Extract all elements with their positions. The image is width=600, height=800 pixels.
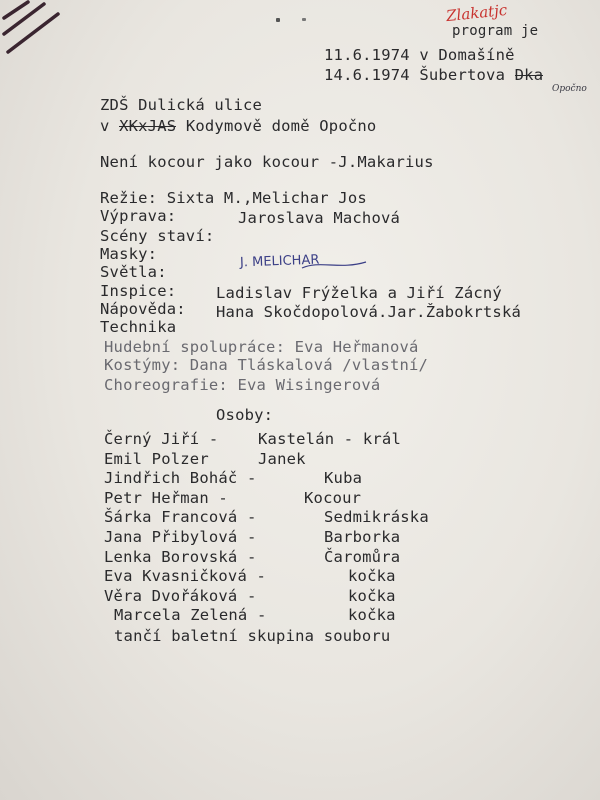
handwritten-note: Zlakatjc [445, 0, 509, 26]
struck-dka: Dka [514, 66, 544, 84]
cast-role: kočka [348, 586, 396, 605]
pen-strokes [0, 0, 70, 70]
cast-actor: Marcela Zelená - [114, 606, 267, 625]
cast-role: Čaromůra [324, 547, 401, 566]
cast-role: kočka [348, 606, 396, 625]
cast-role: Kuba [324, 469, 363, 488]
osoby-heading: Osoby: [216, 406, 274, 424]
cast-role: Kocour [304, 488, 362, 507]
credit-vyprava-label: Výprava: [100, 207, 177, 225]
cast-actor: Věra Dvořáková - [104, 586, 257, 605]
cast-role: Barborka [324, 528, 401, 546]
credit-choreografie: Choreografie: Eva Wisingerová [104, 376, 381, 394]
cast-actor: Černý Jiří - [104, 430, 219, 448]
organizer-rest: Kodymově domě Opočno [176, 117, 377, 135]
melichar-underline [300, 256, 370, 272]
credit-inspice-label: Inspice: [100, 282, 177, 300]
cast-role: kočka [348, 567, 396, 586]
cast-role: Janek [258, 449, 306, 468]
cast-actor: Jindřich Boháč - [104, 469, 257, 488]
struck-text: XKxJAS [119, 117, 177, 135]
credit-vyprava-value: Jaroslava Machová [238, 209, 401, 227]
cast-actor: Jana Přibylová - [104, 528, 257, 546]
credit-inspice-value: Ladislav Frýželka a Jiří Zácný [216, 284, 502, 302]
date-line-2-text: 14.6.1974 Šubertova [324, 66, 515, 84]
cast-actor: Šárka Francová - [104, 508, 257, 527]
credit-rezie: Režie: Sixta M.,Melichar Jos [100, 189, 367, 207]
cast-role: Kastelán - král [258, 430, 401, 448]
play-title: Není kocour jako kocour -J.Makarius [100, 153, 434, 171]
credit-kostymy: Kostýmy: Dana Tláskalová /vlastní/ [104, 356, 429, 374]
cast-actor: Lenka Borovská - [104, 547, 257, 566]
organizer-line-2 [100, 117, 376, 135]
handwritten-melichar: J. MELICHAR [239, 252, 320, 271]
staple-mark [276, 18, 280, 22]
cast-actor: Petr Heřman - [104, 488, 228, 507]
credit-hudebni: Hudební spolupráce: Eva Heřmanová [104, 338, 419, 356]
credit-masky: Masky: [100, 245, 158, 263]
credit-technika: Technika [100, 318, 177, 336]
credit-napoveda-value: Hana Skočdopolová.Jar.Žabokrtská [216, 303, 522, 321]
organizer-prefix: v [100, 117, 120, 135]
date-line-2 [324, 66, 543, 84]
credit-svetla: Světla: [100, 263, 167, 281]
program-note: program je [452, 23, 539, 39]
cast-actor: Eva Kvasničková - [104, 567, 267, 586]
date-line-1: 11.6.1974 v Domašíně [324, 46, 515, 64]
credit-sceny: Scény staví: [100, 227, 215, 245]
cast-role: Sedmikráska [324, 508, 429, 527]
closing-line: tančí baletní skupina souboru [114, 627, 391, 645]
staple-mark-2 [302, 18, 306, 21]
cast-actor: Emil Polzer [104, 449, 209, 468]
organizer-line-1: ZDŠ Dulická ulice [100, 96, 263, 114]
credit-napoveda-label: Nápověda: [100, 300, 186, 318]
handwritten-opocno: Opočno [552, 84, 587, 94]
